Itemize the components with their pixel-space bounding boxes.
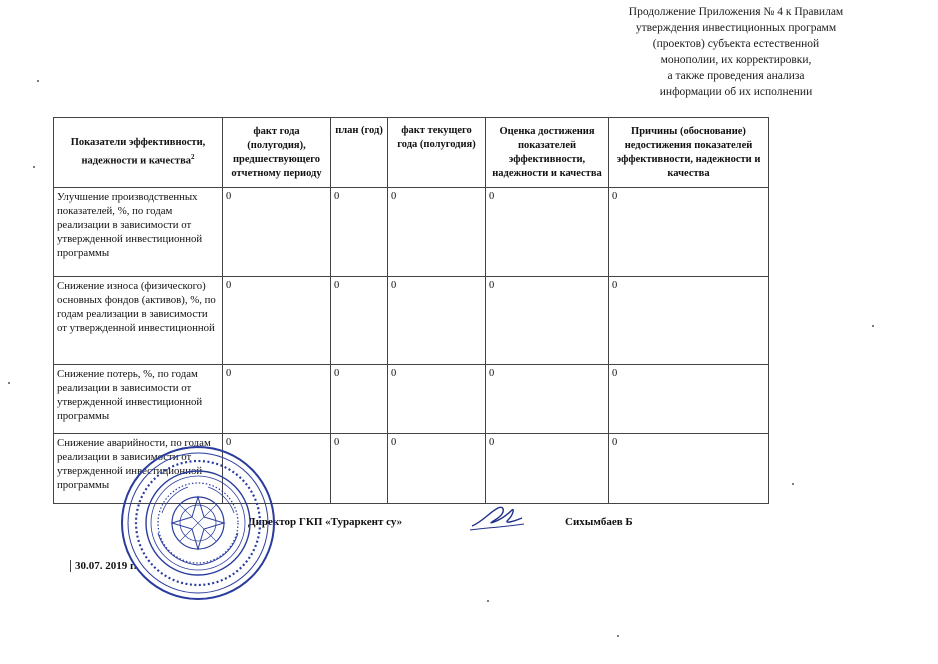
footnote-mark: 2 <box>191 153 195 162</box>
table-row <box>54 188 769 277</box>
appendix-note-line: а также проведения анализа <box>667 70 805 82</box>
scan-speck <box>487 600 489 602</box>
director-name: Сихымбаев Б <box>565 516 633 528</box>
appendix-note-line: информации об их исполнении <box>659 86 813 98</box>
row-label: Снижение потерь, %, по годам реализации в зависимости от утвержденной инвестиционной программы <box>54 365 223 434</box>
scan-speck <box>33 166 35 168</box>
cell-fact-current: 0 <box>388 188 486 277</box>
table-row <box>54 365 769 434</box>
cell-plan: 0 <box>331 188 388 277</box>
table-header-row <box>54 118 769 188</box>
appendix-note-line: Продолжение Приложения № 4 к Правилам <box>628 6 844 18</box>
cell-plan: 0 <box>331 365 388 434</box>
appendix-note-line: монополии, их корректировки, <box>660 54 812 66</box>
table-row <box>54 277 769 365</box>
cell-plan: 0 <box>331 277 388 365</box>
scan-speck <box>8 382 10 384</box>
cell-assessment: 0 <box>486 277 609 365</box>
cell-fact-prev: 0 <box>223 365 331 434</box>
appendix-note <box>586 4 886 100</box>
cell-fact-prev: 0 <box>223 277 331 365</box>
cell-reasons: 0 <box>609 365 769 434</box>
col-header-reasons: Причины (обоснование) недостижения показателей эффективности, надежности и качества <box>609 118 769 188</box>
col-header-indicator-text: Показатели эффективности, надежности и качества <box>70 137 206 167</box>
cell-reasons: 0 <box>609 188 769 277</box>
col-header-indicator <box>54 118 223 188</box>
col-header-assessment: Оценка достижения показателей эффективности, надежности и качества <box>486 118 609 188</box>
col-header-plan: план (год) <box>331 118 388 188</box>
cell-plan: 0 <box>331 434 388 504</box>
row-label: Снижение износа (физического) основных фондов (активов), %, по годам реализации в зависимости от утвержденной инвестиционной <box>54 277 223 365</box>
cell-fact-current: 0 <box>388 277 486 365</box>
appendix-note-line: утверждения инвестиционных программ <box>635 22 837 34</box>
scan-speck <box>872 325 874 327</box>
cell-assessment: 0 <box>486 188 609 277</box>
scan-speck <box>37 80 39 82</box>
scan-speck <box>617 635 619 637</box>
cell-assessment: 0 <box>486 434 609 504</box>
cell-reasons: 0 <box>609 434 769 504</box>
row-label: Снижение аварийности, по годам реализации в зависимости от утвержденной инвестиционной программы <box>54 434 223 504</box>
document-date: 30.07. 2019 г. <box>70 560 137 572</box>
col-header-fact-prev: факт года (полугодия), предшествующего отчетному периоду <box>223 118 331 188</box>
cell-fact-prev: 0 <box>223 434 331 504</box>
cell-assessment: 0 <box>486 365 609 434</box>
row-label: Улучшение производственных показателей, %, по годам реализации в зависимости от утвержденной инвестиционной программы <box>54 188 223 277</box>
cell-reasons: 0 <box>609 277 769 365</box>
cell-fact-current: 0 <box>388 365 486 434</box>
signature-mark <box>468 500 526 534</box>
director-title: Директор ГКП «Тураркент су» <box>248 516 403 528</box>
official-seal <box>118 443 278 603</box>
cell-fact-current: 0 <box>388 434 486 504</box>
col-header-fact-current: факт текущего года (полугодия) <box>388 118 486 188</box>
cell-fact-prev: 0 <box>223 188 331 277</box>
scan-speck <box>792 483 794 485</box>
appendix-note-line: (проектов) субъекта естественной <box>652 38 820 50</box>
